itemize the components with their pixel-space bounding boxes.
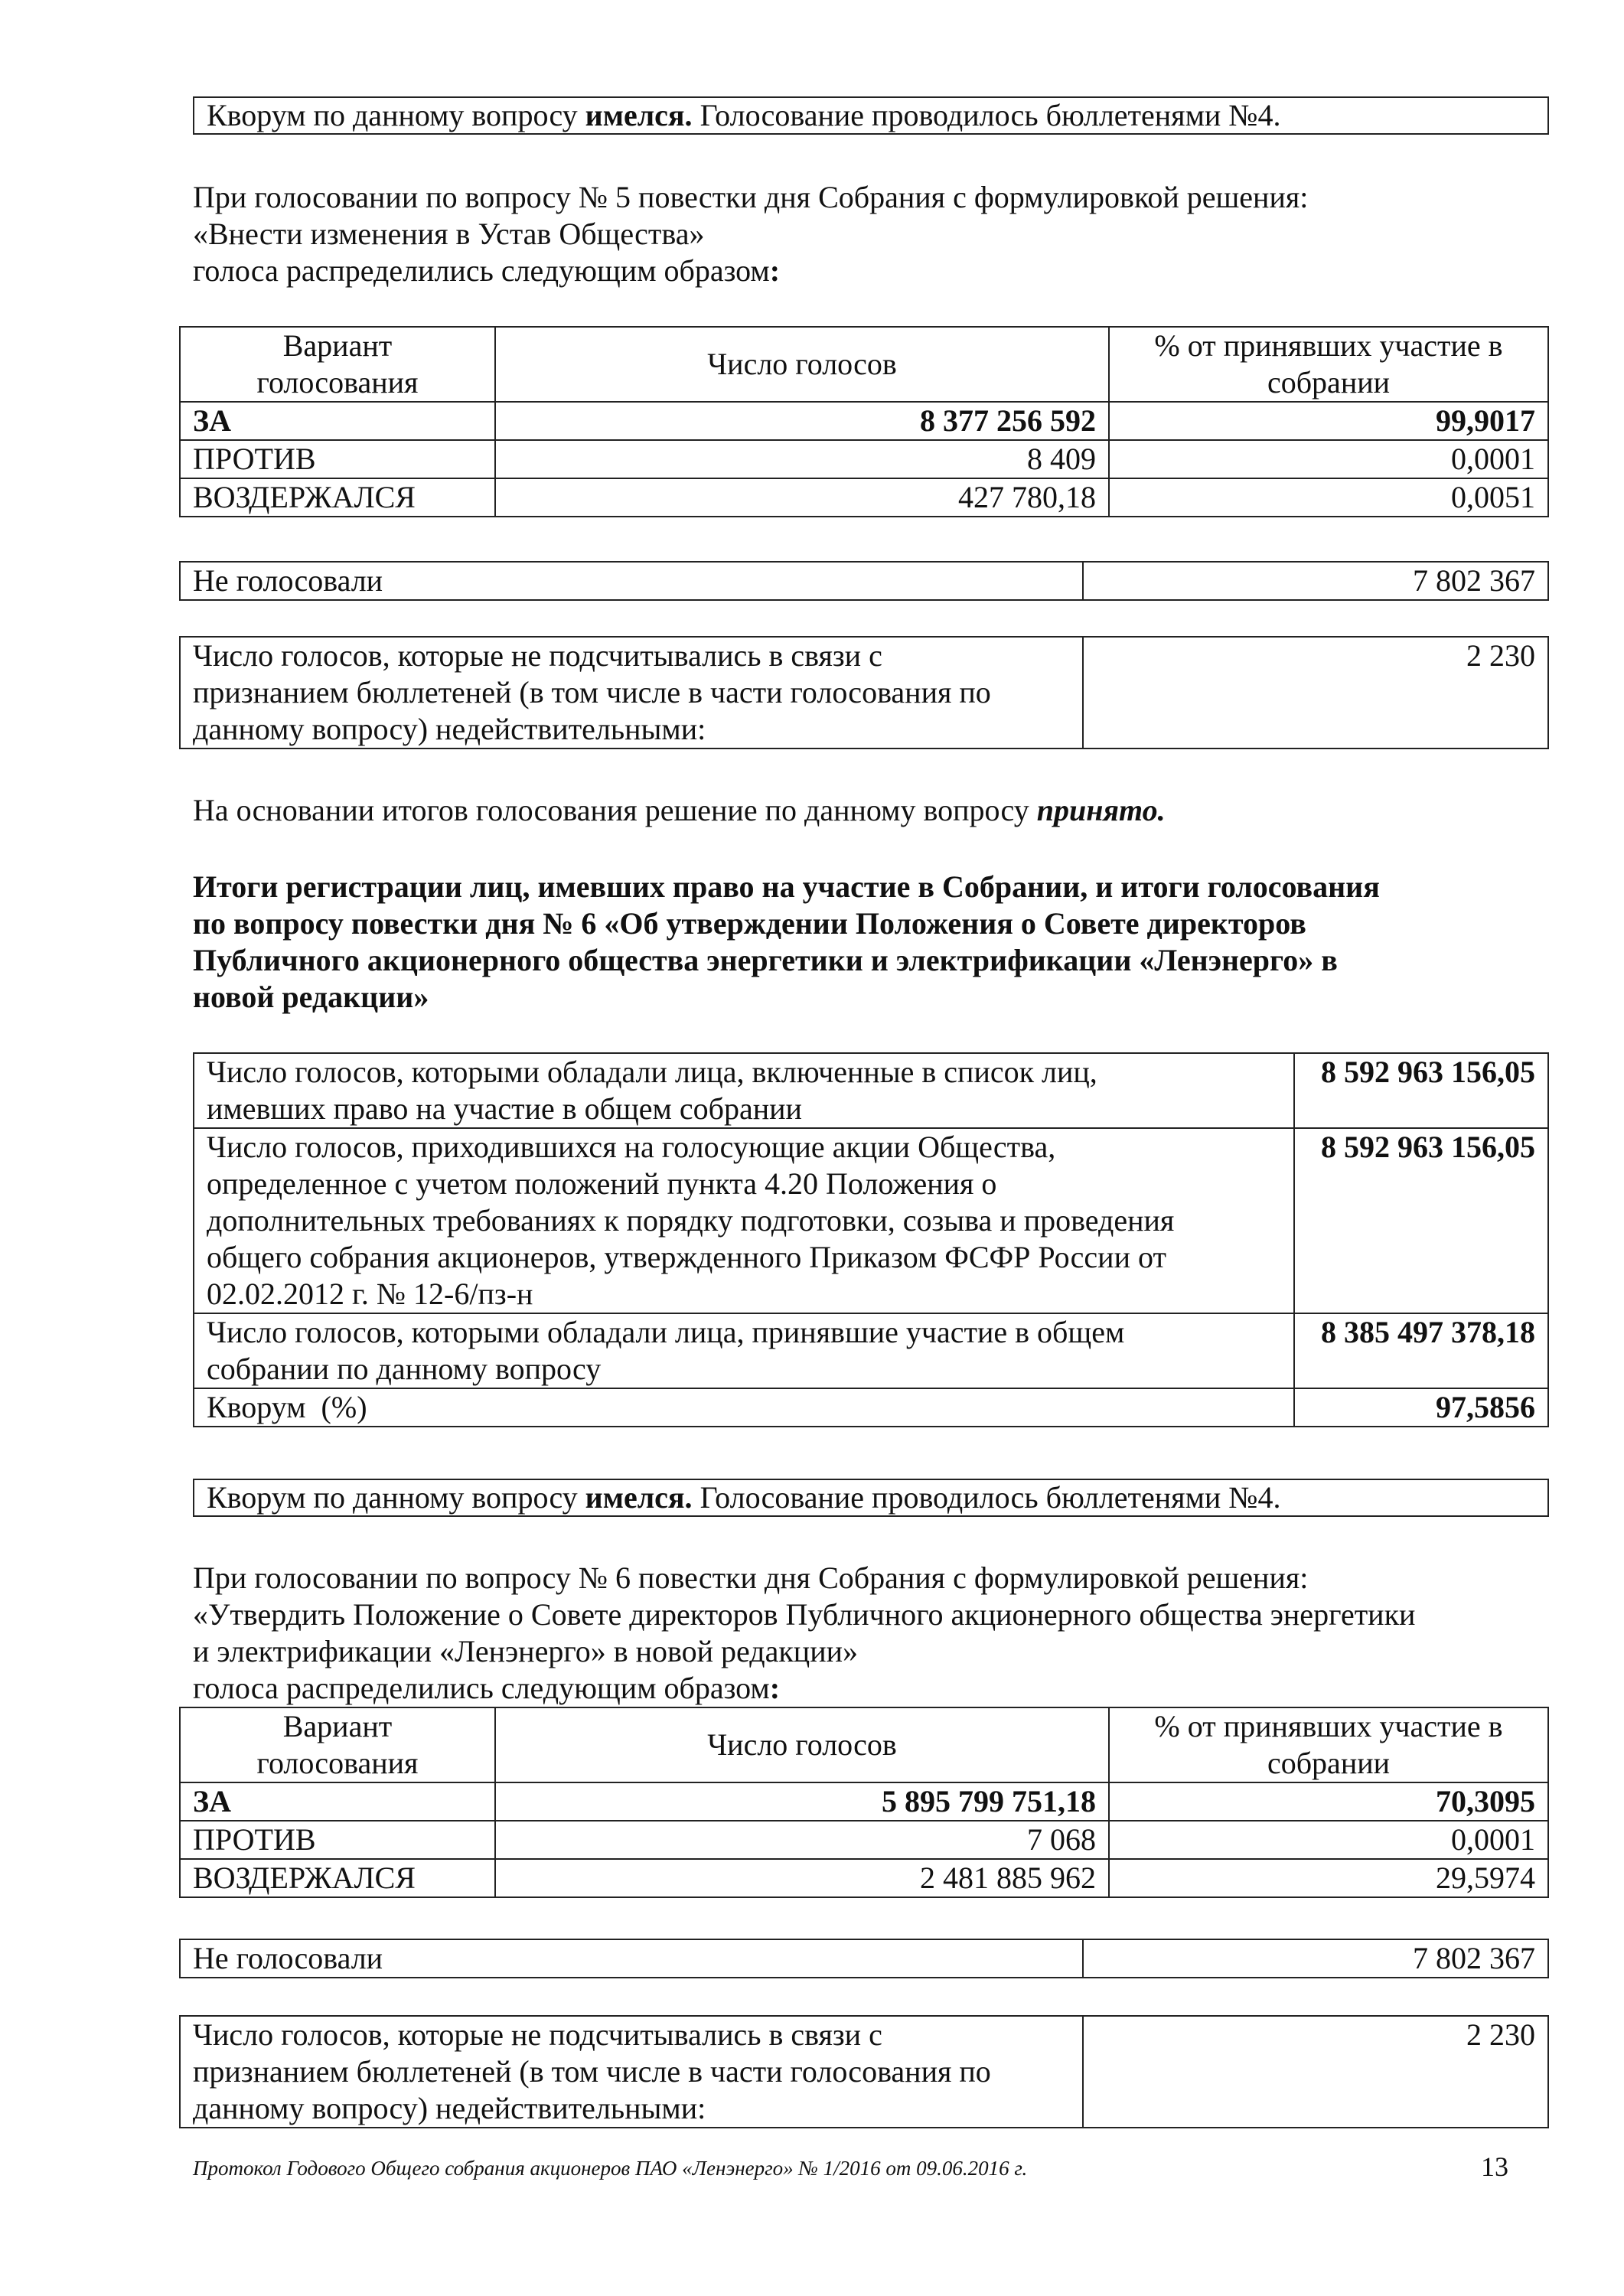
col-header-percent: % от принявших участие в собрании: [1109, 327, 1548, 402]
table-row: [180, 1821, 1548, 1859]
quorum-statement: [193, 96, 1549, 135]
colon: :: [769, 253, 781, 288]
q6-intro: [193, 1560, 1415, 1707]
table-row: [194, 1388, 1548, 1427]
q6-invalid-table: [179, 2015, 1549, 2128]
q6-intro-line: голоса распределились следующим образом: [193, 1671, 770, 1705]
vote-percent: 99,9017: [1109, 402, 1548, 440]
decision-text: На основании итогов голосования решение по данному вопросу: [193, 793, 1037, 827]
q6-votes-table: [179, 1707, 1549, 1898]
invalid-ballots-value: 2 230: [1083, 637, 1548, 748]
vote-percent: 29,5974: [1109, 1859, 1548, 1897]
vote-count: 2 481 885 962: [495, 1859, 1109, 1897]
q5-votes-table: [179, 326, 1549, 517]
q5-intro-line: При голосовании по вопросу № 5 повестки дня Собрания с формулировкой решения:: [193, 180, 1309, 214]
vote-option: ЗА: [180, 1782, 495, 1821]
invalid-ballots-label: Число голосов, которые не подсчитывались в связи с признанием бюллетеней (в том числе в части голосования по данному вопросу) недействительными:: [180, 637, 1083, 748]
registration-value: 8 592 963 156,05: [1294, 1128, 1548, 1313]
quorum-status: имелся.: [585, 98, 693, 132]
quorum-percent-value: 97,5856: [1294, 1388, 1548, 1427]
page-footer: Протокол Годового Общего собрания акционеров ПАО «Ленэнерго» № 1/2016 от 09.06.2016 г.: [193, 2157, 1028, 2180]
vote-option: ВОЗДЕРЖАЛСЯ: [180, 478, 495, 517]
table-row: [194, 1128, 1548, 1313]
table-row: [180, 1782, 1548, 1821]
col-header-votes: Число голосов: [495, 1707, 1109, 1782]
registration-label: Число голосов, приходившихся на голосующие акции Общества, определенное с учетом положений пункта 4.20 Положения о дополнительных требованиях к порядку подготовки, созыва и проведения общего собрания акционеров, утвержденного Приказом ФСФР России от 02.02.2012 г. № 12-6/пз-н: [194, 1128, 1294, 1313]
vote-option: ПРОТИВ: [180, 1821, 495, 1859]
not-voted-value: 7 802 367: [1083, 1939, 1548, 1978]
vote-percent: 0,0051: [1109, 478, 1548, 517]
table-row: [194, 1053, 1548, 1128]
vote-option: ВОЗДЕРЖАЛСЯ: [180, 1859, 495, 1897]
table-row: [194, 1313, 1548, 1388]
q6-not-voted-table: [179, 1939, 1549, 1978]
q5-decision: [193, 792, 1166, 829]
q6-heading: Итоги регистрации лиц, имевших право на участие в Собрании, и итоги голосования по вопросу повестки дня № 6 «Об утверждении Положения о Совете директоров Публичного акционерного общества энергетики и электрификации «Ленэнерго» в новой редакции»: [193, 869, 1380, 1014]
q5-resolution-text: «Внести изменения в Устав Общества»: [193, 217, 705, 251]
col-header-option: Вариант голосования: [180, 327, 495, 402]
quorum-status: имелся.: [585, 1480, 693, 1515]
col-header-votes: Число голосов: [495, 327, 1109, 402]
col-header-option: Вариант голосования: [180, 1707, 495, 1782]
q5-intro: [193, 179, 1308, 289]
not-voted-label: Не голосовали: [180, 562, 1083, 600]
not-voted-value: 7 802 367: [1083, 562, 1548, 600]
registration-label: Число голосов, которыми обладали лица, принявшие участие в общем собрании по данному вопросу: [194, 1313, 1294, 1388]
vote-count: 5 895 799 751,18: [495, 1782, 1109, 1821]
vote-option: ПРОТИВ: [180, 440, 495, 478]
vote-count: 8 409: [495, 440, 1109, 478]
q6-resolution-text: «Утвердить Положение о Совете директоров Публичного акционерного общества энергетики: [193, 1597, 1416, 1632]
not-voted-label: Не голосовали: [180, 1939, 1083, 1978]
registration-label: Число голосов, которыми обладали лица, включенные в список лиц, имевших право на участие в общем собрании: [194, 1053, 1294, 1128]
q5-invalid-table: [179, 636, 1549, 749]
vote-count: 8 377 256 592: [495, 402, 1109, 440]
vote-option: ЗА: [180, 402, 495, 440]
invalid-ballots-label: Число голосов, которые не подсчитывались в связи с признанием бюллетеней (в том числе в части голосования по данному вопросу) недействительными:: [180, 2016, 1083, 2128]
q5-intro-line: голоса распределились следующим образом: [193, 253, 770, 288]
table-row: [180, 1859, 1548, 1897]
quorum-text: Кворум по данному вопросу: [207, 98, 585, 132]
quorum-statement: [193, 1479, 1549, 1517]
quorum-text-tail: Голосование проводилось бюллетенями №4.: [692, 1480, 1281, 1515]
col-header-percent: % от принявших участие в собрании: [1109, 1707, 1548, 1782]
decision-status: принято.: [1036, 793, 1166, 827]
vote-percent: 70,3095: [1109, 1782, 1548, 1821]
quorum-text: Кворум по данному вопросу: [207, 1480, 585, 1515]
q6-intro-line: При голосовании по вопросу № 6 повестки дня Собрания с формулировкой решения:: [193, 1561, 1309, 1595]
colon: :: [769, 1671, 781, 1705]
invalid-ballots-value: 2 230: [1083, 2016, 1548, 2128]
registration-value: 8 592 963 156,05: [1294, 1053, 1548, 1128]
q6-resolution-text: и электрификации «Ленэнерго» в новой редакции»: [193, 1634, 859, 1668]
vote-count: 427 780,18: [495, 478, 1109, 517]
quorum-percent-label: Кворум (%): [194, 1388, 1294, 1427]
table-row: [180, 478, 1548, 517]
q6-registration-table: [193, 1052, 1549, 1427]
table-row: [180, 440, 1548, 478]
registration-value: 8 385 497 378,18: [1294, 1313, 1548, 1388]
q5-not-voted-table: [179, 561, 1549, 601]
vote-percent: 0,0001: [1109, 440, 1548, 478]
vote-count: 7 068: [495, 1821, 1109, 1859]
vote-percent: 0,0001: [1109, 1821, 1548, 1859]
quorum-text-tail: Голосование проводилось бюллетенями №4.: [692, 98, 1281, 132]
page-number: 13: [1481, 2151, 1508, 2182]
table-row: [180, 402, 1548, 440]
